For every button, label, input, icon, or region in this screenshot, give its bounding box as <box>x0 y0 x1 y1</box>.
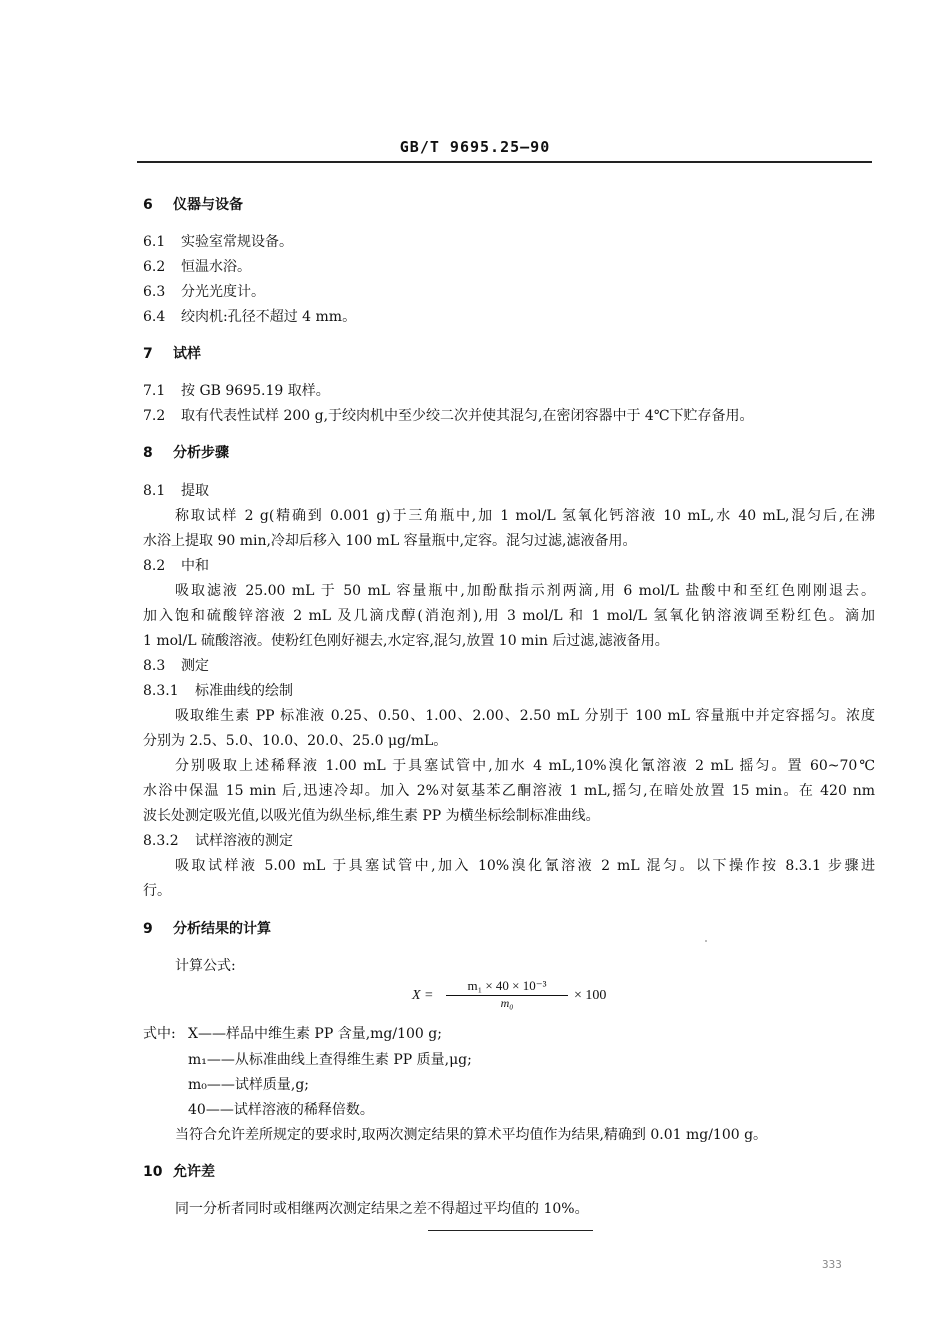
item-6-4: 6.4 绞肉机:孔径不超过 4 mm。 <box>143 309 357 325</box>
section-9-heading: 9 分析结果的计算 <box>143 921 271 937</box>
para-8-3-2-line-1: 吸取试样液 5.00 mL 于具塞试管中,加入 10%溴化氰溶液 2 mL 混匀。以下操作按 8.3.1 步骤进 <box>175 858 875 874</box>
formula-denominator: m₀ <box>500 996 514 1010</box>
para-8-2-line-1: 吸取滤液 25.00 mL 于 50 mL 容量瓶中,加酚酞指示剂两滴,用 6 mol/L 盐酸中和至红色刚刚退去。 <box>175 583 875 599</box>
item-6-2: 6.2 恒温水浴。 <box>143 259 251 275</box>
subsection-8-2-heading: 8.2 中和 <box>143 558 209 574</box>
tolerance-text: 同一分析者同时或相继两次测定结果之差不得超过平均值的 10%。 <box>175 1201 589 1217</box>
definition-40: 40——试样溶液的稀释倍数。 <box>188 1102 374 1118</box>
section-6-heading: 6 仪器与设备 <box>143 197 243 213</box>
para-8-3-1-line-2: 分别为 2.5、5.0、10.0、20.0、25.0 μg/mL。 <box>143 733 448 749</box>
subsection-8-3-1-heading: 8.3.1 标准曲线的绘制 <box>143 683 293 699</box>
para-8-3-1-line-3: 分别吸取上述稀释液 1.00 mL 于具塞试管中,加水 4 mL,10%溴化氰溶液 2 mL 摇匀。置 60~70℃ <box>175 758 875 774</box>
scan-speck <box>705 940 707 942</box>
para-8-3-1-line-1: 吸取维生素 PP 标准液 0.25、0.50、1.00、2.00、2.50 mL 分别于 100 mL 容量瓶中并定容摇匀。浓度 <box>175 708 875 724</box>
para-8-2-line-3: 1 mol/L 硫酸溶液。使粉红色刚好褪去,水定容,混匀,放置 10 min 后过滤,滤液备用。 <box>143 633 669 649</box>
item-6-3: 6.3 分光光度计。 <box>143 284 265 300</box>
formula-intro: 计算公式: <box>175 958 236 974</box>
calculation-formula <box>412 978 642 1018</box>
section-7-heading: 7 试样 <box>143 346 201 362</box>
formula-rhs: × 100 <box>574 988 607 1003</box>
item-7-2: 7.2 取有代表性试样 200 g,于绞肉机中至少绞二次并使其混匀,在密闭容器中于 4℃下贮存备用。 <box>143 408 754 424</box>
page-number: 333 <box>822 1258 842 1271</box>
end-rule <box>428 1230 593 1231</box>
standard-header: GB/T 9695.25—90 <box>399 138 551 156</box>
where-label: 式中: <box>143 1026 176 1042</box>
formula-fraction <box>446 978 568 1011</box>
section-8-heading: 8 分析步骤 <box>143 445 229 461</box>
para-8-3-1-line-4: 水浴中保温 15 min 后,迅速冷却。加入 2%对氨基苯乙酮溶液 1 mL,摇匀,在暗处放置 15 min。在 420 nm <box>143 783 875 799</box>
subsection-8-1-heading: 8.1 提取 <box>143 483 209 499</box>
header-rule <box>137 161 872 163</box>
para-8-1-line-2: 水浴上提取 90 min,冷却后移入 100 mL 容量瓶中,定容。混匀过滤,滤液备用。 <box>143 533 637 549</box>
calculation-closing: 当符合允许差所规定的要求时,取两次测定结果的算术平均值作为结果,精确到 0.01 mg/100 g。 <box>175 1127 768 1143</box>
section-10-heading: 10 允许差 <box>143 1164 215 1180</box>
definition-m0: m₀——试样质量,g; <box>188 1077 310 1093</box>
definition-m1: m₁——从标准曲线上查得维生素 PP 质量,μg; <box>188 1052 472 1068</box>
item-7-1: 7.1 按 GB 9695.19 取样。 <box>143 383 330 399</box>
item-6-1: 6.1 实验室常规设备。 <box>143 234 293 250</box>
para-8-3-1-line-5: 波长处测定吸光值,以吸光值为纵坐标,维生素 PP 为横坐标绘制标准曲线。 <box>143 808 600 824</box>
formula-lhs: X = <box>412 988 434 1003</box>
definition-x: X——样品中维生素 PP 含量,mg/100 g; <box>188 1026 442 1042</box>
para-8-1-line-1: 称取试样 2 g(精确到 0.001 g)于三角瓶中,加 1 mol/L 氢氧化钙溶液 10 mL,水 40 mL,混匀后,在沸 <box>175 508 875 524</box>
formula-numerator: m₁ × 40 × 10⁻³ <box>446 978 568 996</box>
para-8-3-2-line-2: 行。 <box>143 883 171 899</box>
para-8-2-line-2: 加入饱和硫酸锌溶液 2 mL 及几滴戊醇(消泡剂),用 3 mol/L 和 1 mol/L 氢氧化钠溶液调至粉红色。滴加 <box>143 608 875 624</box>
subsection-8-3-2-heading: 8.3.2 试样溶液的测定 <box>143 833 293 849</box>
subsection-8-3-heading: 8.3 测定 <box>143 658 209 674</box>
